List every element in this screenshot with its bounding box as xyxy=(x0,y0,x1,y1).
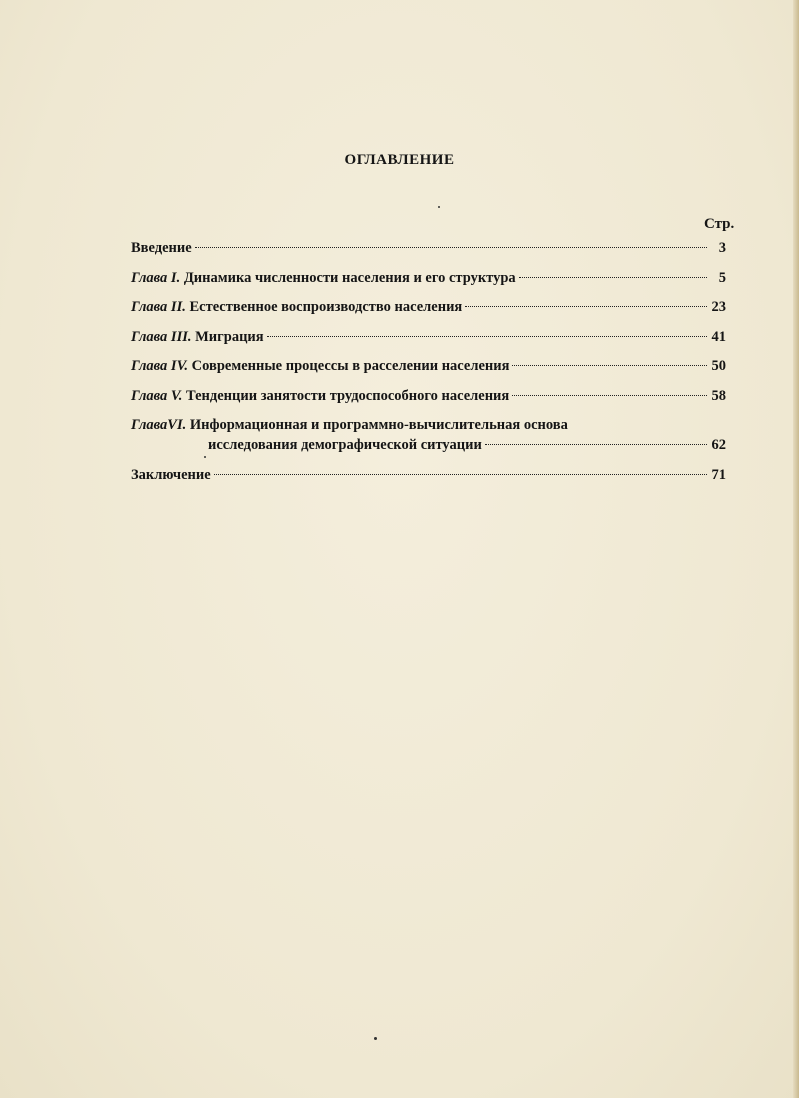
toc-entry-chapter-2 xyxy=(131,297,726,317)
toc-entry-chapter-1 xyxy=(131,268,726,288)
leader-dots xyxy=(214,474,707,475)
paper-speck xyxy=(374,1037,377,1040)
entry-title: Введение xyxy=(131,240,192,256)
entry-page-number: 50 xyxy=(711,358,726,374)
leader-dots xyxy=(465,306,707,307)
paper-speck xyxy=(438,206,440,208)
toc-heading: ОГЛАВЛЕНИЕ xyxy=(344,152,455,168)
entry-title: Динамика численности населения и его структура xyxy=(180,269,516,286)
entry-page-number: 5 xyxy=(718,269,726,286)
entry-page-number: 41 xyxy=(711,328,726,345)
entry-title: Современные процессы в расселении населения xyxy=(188,358,510,374)
entry-title: Тенденции занятости трудоспособного населения xyxy=(182,387,510,404)
toc-entry-chapter-4 xyxy=(131,356,726,376)
entry-title-line2: исследования демографической ситуации xyxy=(208,437,482,453)
entry-page-number: 71 xyxy=(711,466,726,483)
table-of-contents xyxy=(131,238,726,494)
leader-dots xyxy=(267,336,707,337)
chapter-prefix: ГлаваVI. xyxy=(131,417,187,433)
chapter-prefix: Глава IV. xyxy=(131,358,189,374)
leader-dots xyxy=(485,444,707,445)
paper-speck xyxy=(204,456,206,458)
leader-dots xyxy=(512,365,707,366)
leader-dots xyxy=(512,395,707,396)
toc-entry-introduction xyxy=(131,238,726,258)
entry-page-number: 58 xyxy=(711,387,726,404)
toc-entry-conclusion xyxy=(131,465,726,485)
entry-title: Заключение xyxy=(131,466,211,483)
entry-page-number: 3 xyxy=(718,240,726,256)
chapter-prefix: Глава II. xyxy=(131,299,186,315)
entry-page-number: 62 xyxy=(711,437,726,453)
entry-title-line1: Информационная и программно-вычислительная основа xyxy=(186,417,568,433)
toc-entry-chapter-6 xyxy=(131,415,726,455)
leader-dots xyxy=(195,247,707,248)
entry-page-number: 23 xyxy=(711,299,726,315)
leader-dots xyxy=(519,277,707,278)
entry-title: Естественное воспроизводство населения xyxy=(185,299,463,315)
toc-entry-chapter-3 xyxy=(131,327,726,347)
chapter-prefix: Глава I. xyxy=(131,269,181,286)
chapter-prefix: Глава V. xyxy=(131,387,183,404)
chapter-prefix: Глава III. xyxy=(131,328,192,345)
entry-title: Миграция xyxy=(191,328,264,345)
page-column-label: Стр. xyxy=(704,216,735,232)
toc-entry-chapter-5 xyxy=(131,386,726,406)
